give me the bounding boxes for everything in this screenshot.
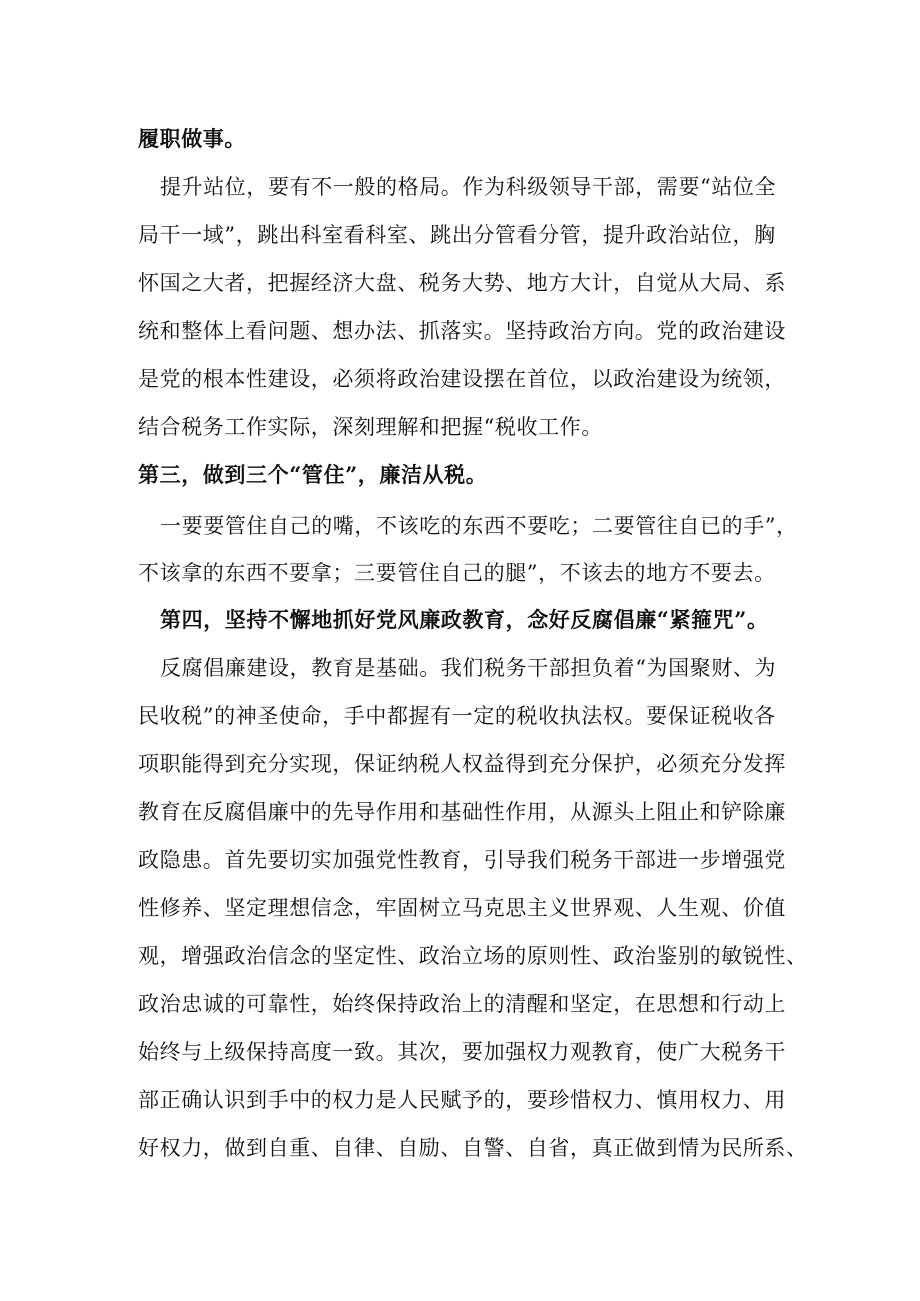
text-line: 民收税”的神圣使命，手中都握有一定的税收执法权。要保证税收各 (138, 704, 776, 728)
text-line: 项职能得到充分实现，保证纳税人权益得到充分保护，必须充分发挥 (138, 752, 786, 776)
text-line: 性修养、坚定理想信念，牢固树立马克思主义世界观、人生观、价值 (138, 896, 786, 920)
text-line: 不该拿的东西不要拿；三要管住自己的腿”，不该去的地方不要去。 (138, 561, 776, 585)
text-line: 结合税务工作实际，深刻理解和把握“税收工作。 (138, 415, 603, 439)
text-line: 政治忠诚的可靠性，始终保持政治上的清醒和坚定，在思想和行动上 (138, 992, 786, 1016)
text-line: 怀国之大者，把握经济大盘、税务大势、地方大计，自觉从大局、系 (138, 271, 786, 295)
text-line: 政隐患。首先要切实加强党性教育，引导我们税务干部进一步增强党 (138, 848, 786, 872)
text-line: 提升站位，要有不一般的格局。作为科级领导干部，需要“站位全 (160, 175, 777, 199)
text-line: 始终与上级保持高度一致。其次，要加强权力观教育，使广大税务干 (138, 1040, 786, 1064)
section-heading: 第三，做到三个“管住”，廉洁从税。 (138, 462, 488, 487)
text-line: 局干一域”，跳出科室看科室、跳出分管看分管，提升政治站位，胸 (138, 223, 776, 247)
text-line: 部正确认识到手中的权力是人民赋予的，要珍惜权力、慎用权力、用 (138, 1088, 786, 1112)
text-line: 是党的根本性建设，必须将政治建设摆在首位，以政治建设为统领， (138, 367, 786, 391)
text-line: 统和整体上看问题、想办法、抓落实。坚持政治方向。党的政治建设 (138, 319, 786, 343)
text-line: 好权力，做到自重、自律、自励、自警、自省，真正做到情为民所系、 (138, 1136, 808, 1160)
section-heading: 第四，坚持不懈地抓好党风廉政教育，念好反腐倡廉“紧箍咒”。 (160, 607, 769, 632)
text-line: 履职做事。 (138, 126, 246, 151)
text-line: 一要要管住自己的嘴，不该吃的东西不要吃；二要管往自已的手”， (160, 514, 798, 538)
text-line: 教育在反腐倡廉中的先导作用和基础性作用，从源头上阻止和铲除廉 (138, 800, 786, 824)
text-line: 观，增强政治信念的坚定性、政治立场的原则性、政治鉴别的敏锐性、 (138, 944, 808, 968)
text-line: 反腐倡廉建设，教育是基础。我们税务干部担负着“为国聚财、为 (160, 656, 777, 680)
